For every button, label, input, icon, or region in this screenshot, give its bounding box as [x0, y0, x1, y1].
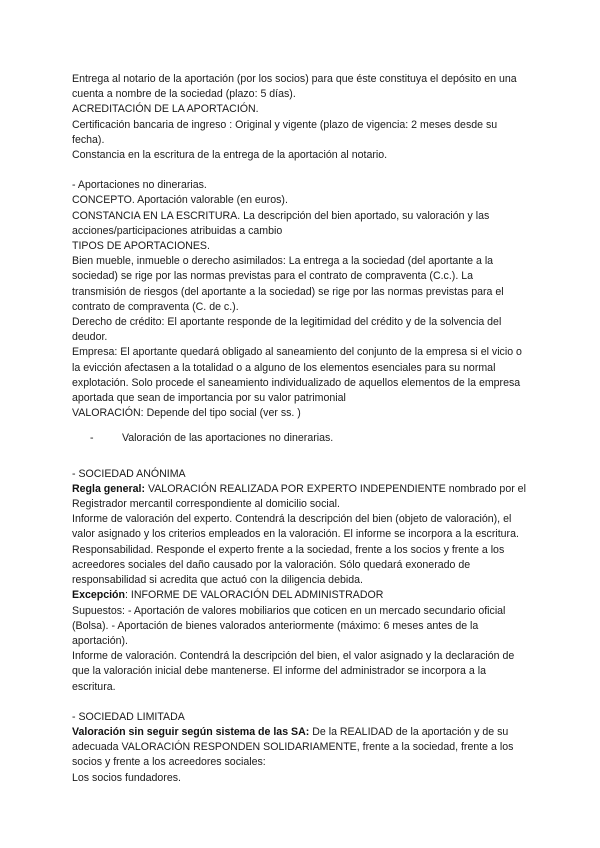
spacer	[72, 163, 530, 178]
paragraph-derecho-credito: Derecho de crédito: El aportante responde de la legitimidad del crédito y de la solvencia del deudor.	[72, 316, 502, 344]
label-valoracion-sl: Valoración sin seguir según sistema de las SA:	[72, 725, 310, 738]
paragraph-valoracion-sl	[72, 725, 530, 771]
text-excepcion: : INFORME DE VALORACIÓN DEL ADMINISTRADOR	[125, 589, 384, 602]
paragraph-informe-experto: Informe de valoración del experto. Contendrá la descripción del bien (objeto de valoración), el valor asignado y los criterios empleados en la valoración. El informe se incorpora a la escritura.	[72, 513, 519, 541]
spacer	[72, 695, 530, 710]
paragraph-responsabilidad: Responsabilidad. Responde el experto frente a la sociedad, frente a los socios y frente a los acreedores sociales del daño causado por la valoración. Sólo quedará exonerado de responsabilidad si acredita que actuó con la diligencia debida.	[72, 543, 505, 587]
heading-acreditacion: ACREDITACIÓN DE LA APORTACIÓN.	[72, 103, 259, 116]
paragraph-supuestos: Supuestos: - Aportación de valores mobiliarios que coticen en un mercado secundario oficial (Bolsa). - Aportación de bienes valorados anteriormente (máximo: 6 meses antes de la aportación).	[72, 604, 506, 647]
heading-sociedad-limitada: - SOCIEDAD LIMITADA	[72, 710, 185, 723]
text-regla-general: VALORACIÓN REALIZADA POR EXPERTO INDEPENDIENTE nombrado por el Registrador mercantil correspondiente al domicilio social.	[72, 482, 526, 511]
paragraph-constancia-escritura: CONSTANCIA EN LA ESCRITURA. La descripción del bien aportado, su valoración y las acciones/participaciones atribuidas a cambio	[72, 209, 490, 237]
paragraph-regla-general	[72, 482, 530, 512]
bullet-dash: -	[90, 432, 94, 445]
spacer	[72, 447, 530, 467]
paragraph-certificacion: Certificación bancaria de ingreso : Original y vigente (plazo de vigencia: 2 meses desde su fecha).	[72, 118, 498, 146]
heading-aportaciones-no-dinerarias: - Aportaciones no dinerarias.	[72, 179, 207, 192]
paragraph-empresa: Empresa: El aportante quedará obligado al saneamiento del conjunto de la empresa si el vicio o la evicción afectasen a la totalidad o a alguno de los elementos esenciales para su normal explotación. Solo procede el saneamiento individualizado de aquellos elementos de la empresa aportada que sean de importancia por su valor patrimonial	[72, 346, 522, 405]
bullet-text: Valoración de las aportaciones no dinerarias.	[122, 432, 334, 445]
heading-sociedad-anonima: - SOCIEDAD ANÓNIMA	[72, 467, 186, 480]
text-valoracion-sl: De la REALIDAD de la aportación y de su adecuada VALORACIÓN RESPONDEN SOLIDARIAMENTE, frente a la sociedad, frente a los socios y frente a los acreedores sociales:	[72, 725, 514, 769]
paragraph-entrega-notario: Entrega al notario de la aportación (por los socios) para que éste constituya el depósito en una cuenta a nombre de la sociedad (plazo: 5 días).	[72, 73, 517, 101]
paragraph-informe-administrador: Informe de valoración. Contendrá la descripción del bien, el valor asignado y la declaración de que la valoración inicial debe mantenerse. El informe del administrador se incorpora a la escritura.	[72, 650, 515, 693]
paragraph-valoracion: VALORACIÓN: Depende del tipo social (ver ss. )	[72, 407, 301, 420]
paragraph-bien-mueble: Bien mueble, inmueble o derecho asimilados: La entrega a la sociedad (del aportante a la sociedad) se rige por las normas previstas para el contrato de compraventa (C.c.). La transmisión de riesgos (del aportante a la sociedad) se rige por las normas previstas para el contrato de compraventa (C. de c.).	[72, 255, 504, 313]
paragraph-socios-fundadores: Los socios fundadores.	[72, 771, 181, 784]
paragraph-excepcion	[72, 588, 530, 603]
paragraph-concepto: CONCEPTO. Aportación valorable (en euros).	[72, 194, 288, 207]
label-excepcion: Excepción	[72, 589, 125, 602]
label-regla-general: Regla general:	[72, 482, 146, 495]
bullet-item	[90, 431, 530, 446]
heading-tipos-aportaciones: TIPOS DE APORTACIONES.	[72, 240, 210, 253]
paragraph-constancia-notario: Constancia en la escritura de la entrega de la aportación al notario.	[72, 149, 388, 162]
